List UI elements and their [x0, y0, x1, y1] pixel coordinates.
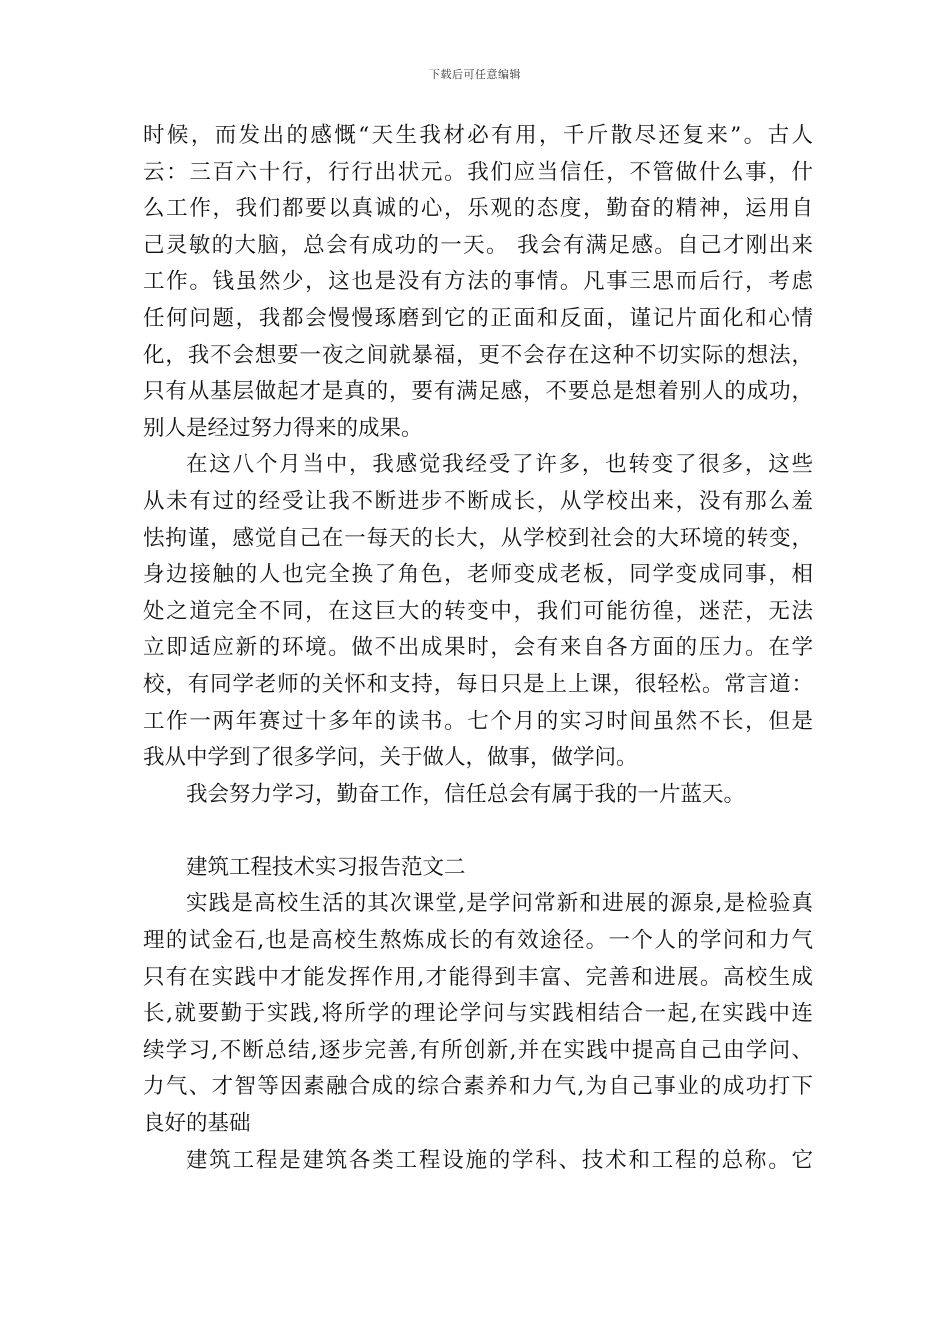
text-line: 工作。钱虽然少，这也是没有方法的事情。凡事三思而后行，考虑	[143, 269, 813, 295]
paragraph-gap	[143, 813, 813, 850]
text-line: 任何问题，我都会慢慢琢磨到它的正面和反面，谨记片面化和心情	[143, 305, 813, 331]
paragraph-first-line: 建筑工程技术实习报告范文二	[186, 854, 466, 880]
text-line: 理的试金石,也是高校生熬炼成长的有效途径。一个人的学问和力气	[143, 928, 813, 954]
text-line: 从未有过的经受让我不断进步不断成长，从学校出来，没有那么羞	[143, 488, 813, 514]
text-line: 力气、才智等因素融合成的综合素养和力气,为自己事业的成功打下	[143, 1074, 813, 1100]
text-line: 身边接触的人也完全换了角色，老师变成老板，同学变成同事，相	[143, 562, 813, 588]
document-body	[143, 118, 813, 1179]
text-line: 只有从基层做起才是真的，要有满足感，不要总是想着别人的成功，	[143, 379, 813, 405]
paragraph-first-line: 我会努力学习，勤奋工作，信任总会有属于我的一片蓝天。	[186, 781, 746, 807]
text-line: 良好的基础	[143, 1111, 251, 1137]
text-line: 时候，而发出的感慨“天生我材必有用，千斤散尽还复来”。古人	[143, 123, 813, 148]
text-line: 我从中学到了很多学问，关于做人，做事，做学问。	[143, 745, 638, 771]
text-line: 化，我不会想要一夜之间就暴福，更不会存在这种不切实际的想法，	[143, 342, 813, 368]
text-line: 工作一两年赛过十多年的读书。七个月的实习时间虽然不长，但是	[143, 708, 813, 734]
text-line: 只有在实践中才能发挥作用,才能得到丰富、完善和进展。高校生成	[143, 964, 813, 990]
text-line: 校，有同学老师的关怀和支持，每日只是上上课，很轻松。常言道：	[143, 671, 813, 697]
text-line: 续学习,不断总结,逐步完善,有所创新,并在实践中提高自己由学问、	[143, 1037, 813, 1063]
text-line: 己灵敏的大脑，总会有成功的一天。 我会有满足感。自己才刚出来	[143, 232, 813, 258]
paragraph-first-line: 在这八个月当中，我感觉我经受了许多，也转变了很多，这些	[186, 452, 813, 478]
text-line: 么工作，我们都要以真诚的心，乐观的态度，勤奋的精神，运用自	[143, 196, 813, 222]
text-line: 别人是经过努力得来的成果。	[143, 415, 423, 441]
paragraph-first-line: 实践是高校生活的其次课堂,是学问常新和进展的源泉,是检验真	[186, 891, 813, 917]
text-line: 怯拘谨，感觉自己在一每天的长大，从学校到社会的大环境的转变，	[143, 525, 813, 551]
text-line: 立即适应新的环境。做不出成果时，会有来自各方面的压力。在学	[143, 635, 813, 661]
text-line: 长,就要勤于实践,将所学的理论学问与实践相结合一起,在实践中连	[143, 1001, 813, 1027]
paragraph-first-line: 建筑工程是建筑各类工程设施的学科、技术和工程的总称。它	[186, 1147, 813, 1173]
text-line: 处之道完全不同，在这巨大的转变中，我们可能彷徨，迷茫，无法	[143, 598, 813, 624]
text-line: 云：三百六十行，行行出状元。我们应当信任，不管做什么事，什	[143, 159, 813, 185]
page-header: 下载后可任意编辑	[429, 68, 521, 81]
